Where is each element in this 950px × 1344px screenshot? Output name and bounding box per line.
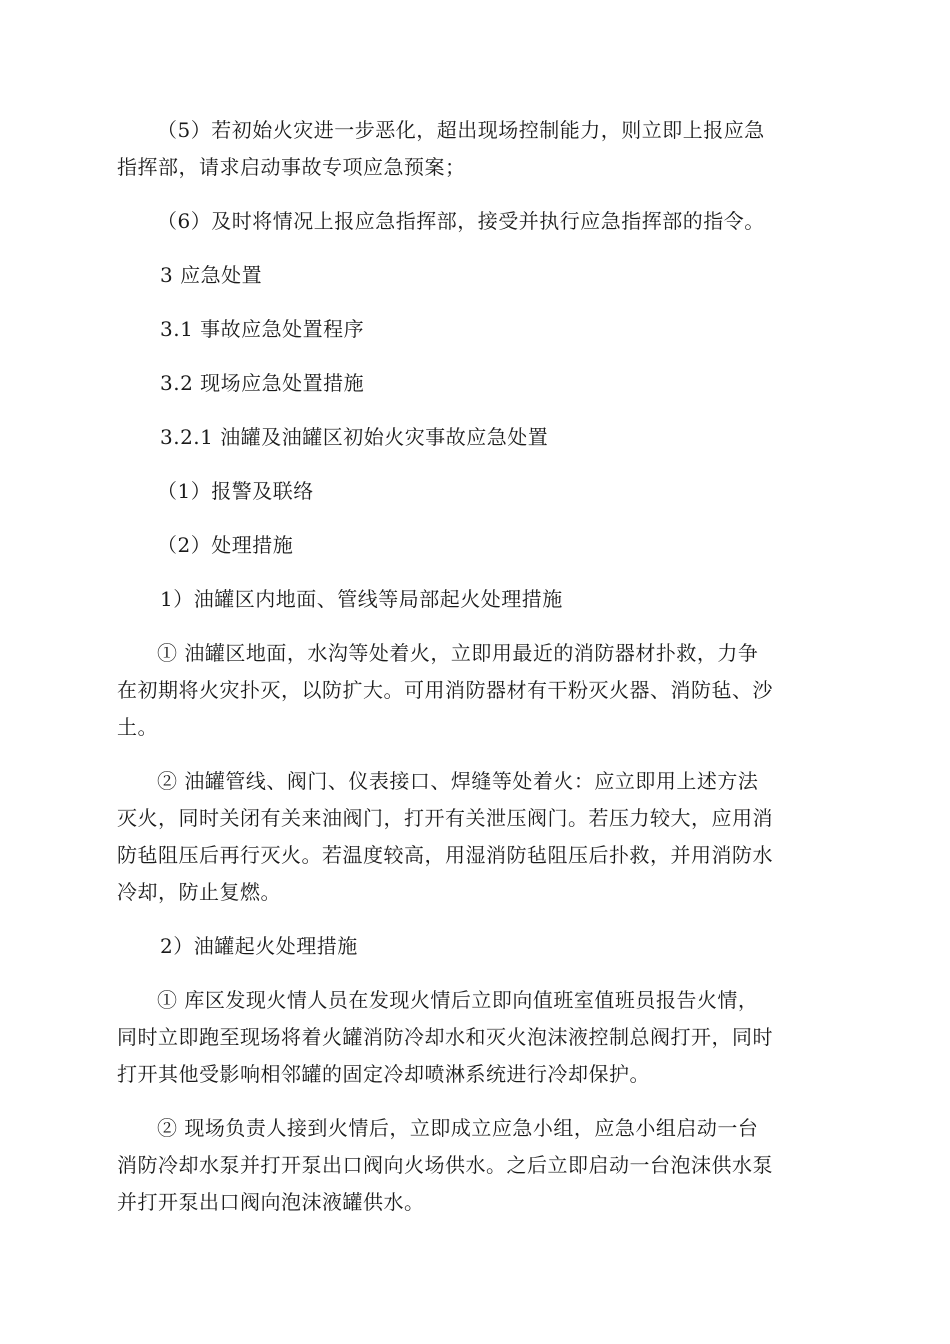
subsection-heading-1: 1）油罐区内地面、管线等局部起火处理措施 xyxy=(160,587,563,611)
text-line: 指挥部，请求启动事故专项应急预案； xyxy=(117,155,466,179)
circled-item-4 xyxy=(117,1110,833,1221)
text-line: ① 库区发现火情人员在发现火情后立即向值班室值班员报告火情， xyxy=(157,988,759,1012)
section-heading-3: 3 应急处置 xyxy=(160,263,263,287)
list-item-2: （2）处理措施 xyxy=(157,533,294,557)
text-line: ② 油罐管线、阀门、仪表接口、焊缝等处着火：应立即用上述方法 xyxy=(157,769,759,793)
text-line: （5）若初始火灾进一步恶化，超出现场控制能力，则立即上报应急 xyxy=(157,118,765,142)
text-line: 冷却，防止复燃。 xyxy=(117,880,281,904)
circled-item-3 xyxy=(117,982,833,1093)
section-heading-3-2: 3.2 现场应急处置措施 xyxy=(160,371,365,395)
section-heading-3-2-1: 3.2.1 油罐及油罐区初始火灾事故应急处置 xyxy=(160,425,549,449)
subsection-heading-2: 2）油罐起火处理措施 xyxy=(160,934,358,958)
text-line: 土。 xyxy=(117,715,158,739)
text-line: 灭火，同时关闭有关来油阀门，打开有关泄压阀门。若压力较大，应用消 xyxy=(117,806,773,830)
text-line: ① 油罐区地面，水沟等处着火，立即用最近的消防器材扑救，力争 xyxy=(157,641,759,665)
text-line: 同时立即跑至现场将着火罐消防冷却水和灭火泡沫液控制总阀打开，同时 xyxy=(117,1025,773,1049)
text-line: 在初期将火灾扑灭，以防扩大。可用消防器材有干粉灭火器、消防毡、沙 xyxy=(117,678,773,702)
text-line: 防毡阻压后再行灭火。若温度较高，用湿消防毡阻压后扑救，并用消防水 xyxy=(117,843,773,867)
text-line: 消防冷却水泵并打开泵出口阀向火场供水。之后立即启动一台泡沫供水泵 xyxy=(117,1153,773,1177)
paragraph-item-6: （6）及时将情况上报应急指挥部，接受并执行应急指挥部的指令。 xyxy=(157,209,765,233)
paragraph-item-5 xyxy=(117,112,833,186)
text-line: ② 现场负责人接到火情后，立即成立应急小组，应急小组启动一台 xyxy=(157,1116,759,1140)
document-page xyxy=(117,112,833,1238)
text-line: 并打开泵出口阀向泡沫液罐供水。 xyxy=(117,1190,425,1214)
circled-item-2 xyxy=(117,763,833,911)
section-heading-3-1: 3.1 事故应急处置程序 xyxy=(160,317,365,341)
circled-item-1 xyxy=(117,635,833,746)
list-item-1: （1）报警及联络 xyxy=(157,479,314,503)
text-line: 打开其他受影响相邻罐的固定冷却喷淋系统进行冷却保护。 xyxy=(117,1062,650,1086)
